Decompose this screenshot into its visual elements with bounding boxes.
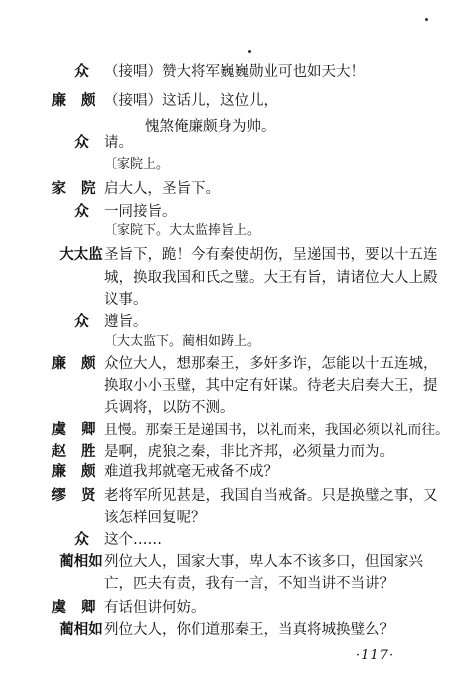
dialogue-line	[0, 462, 468, 482]
dialogue-line	[0, 508, 468, 528]
line-text: 列位大人，国家大事，卑人本不该多口，但国家兴	[104, 554, 423, 570]
line-text: 这个……	[104, 532, 162, 548]
speaker-name: 虞 卿	[51, 599, 101, 616]
line-text: 〔大太监下。蔺相如踌上。	[104, 334, 261, 349]
line-text: 众位大人，想那秦王，多奸多诈，怎能以十五连城，	[104, 356, 438, 372]
speaker-name: 虞 卿	[51, 421, 101, 438]
dialogue-line	[0, 598, 468, 618]
dialogue-line	[0, 574, 468, 594]
dialogue-line	[0, 552, 468, 572]
line-text: 议事。	[104, 292, 148, 308]
dialogue-line	[0, 398, 468, 418]
line-text: 换取小小玉璧，其中定有奸谋。待老夫启奏大王，提	[104, 378, 438, 394]
dialogue-line	[0, 179, 468, 199]
line-text: 是啊，虎狼之秦，非比齐邦，必须量力而为。	[104, 444, 394, 460]
dialogue-line	[0, 133, 468, 153]
dialogue-line	[0, 420, 468, 440]
line-text: 愧煞俺廉颇身为帅。	[145, 119, 276, 135]
line-text: 启大人，圣旨下。	[104, 181, 220, 197]
speaker-name: 蔺相如	[59, 553, 103, 570]
speaker-name: 大太监	[59, 246, 103, 263]
line-text: 老将军所见甚是，我国自当戒备。只是换璧之事，又	[104, 488, 438, 504]
line-text: 遵旨。	[104, 314, 148, 330]
dialogue-line	[0, 354, 468, 374]
line-text: 城，换取我国和氏之璧。大王有旨，请诸位大人上殿	[104, 270, 438, 286]
line-text: 兵调将，以防不测。	[104, 400, 235, 416]
line-text: 圣旨下，跪！今有秦使胡伤，呈递国书，要以十五连	[104, 247, 438, 263]
stage-direction	[0, 221, 468, 241]
dialogue-line	[0, 376, 468, 396]
speaker-name: 众	[74, 134, 90, 151]
dialogue-line	[0, 91, 468, 111]
dialogue-line	[0, 62, 468, 82]
speaker-name: 众	[74, 63, 90, 80]
stage-direction	[0, 332, 468, 352]
speaker-name: 众	[74, 531, 90, 548]
dialogue-line	[0, 312, 468, 332]
line-text: 且慢。那秦王是递国书，以礼而来，我国必须以礼而往。	[104, 422, 449, 438]
speaker-name: 家 院	[51, 180, 101, 197]
line-text: （接唱）赞大将军巍巍勋业可也如天大！	[104, 64, 365, 80]
line-text: （接唱）这话儿，这位儿，	[104, 93, 278, 109]
print-speck	[248, 50, 251, 53]
dialogue-line	[0, 620, 468, 640]
line-text: 请。	[104, 135, 133, 151]
speaker-name: 廉 颇	[51, 355, 101, 372]
line-text: 亡，匹夫有责，我有一言，不知当讲不当讲？	[104, 576, 394, 592]
line-text: 〔家院下。大太监捧旨上。	[104, 223, 261, 238]
line-text: 有话但讲何妨。	[104, 600, 206, 616]
dialogue-line	[0, 530, 468, 550]
dialogue-line	[0, 245, 468, 265]
speaker-name: 蔺相如	[59, 621, 103, 638]
dialogue-line	[0, 486, 468, 506]
speaker-name: 廉 颇	[51, 92, 101, 109]
line-text: 难道我邦就毫无戒备不成？	[104, 464, 278, 480]
dialogue-line	[0, 202, 468, 222]
speaker-name: 廉 颇	[51, 463, 101, 480]
speaker-name: 众	[74, 313, 90, 330]
print-speck	[425, 18, 428, 21]
dialogue-line	[0, 442, 468, 462]
stage-direction	[0, 155, 468, 175]
line-text: 列位大人，你们道那秦王，当真将城换璧么？	[104, 622, 394, 638]
line-text: 〔家院上。	[104, 157, 170, 172]
speaker-name: 众	[74, 203, 90, 220]
line-text: 一同接旨。	[104, 204, 177, 220]
line-text: 该怎样回复呢？	[104, 510, 206, 526]
speaker-name: 赵 胜	[51, 443, 101, 460]
dialogue-line	[0, 290, 468, 310]
speaker-name: 缪 贤	[51, 487, 101, 504]
page-number: ·117·	[356, 648, 395, 663]
dialogue-line	[0, 268, 468, 288]
